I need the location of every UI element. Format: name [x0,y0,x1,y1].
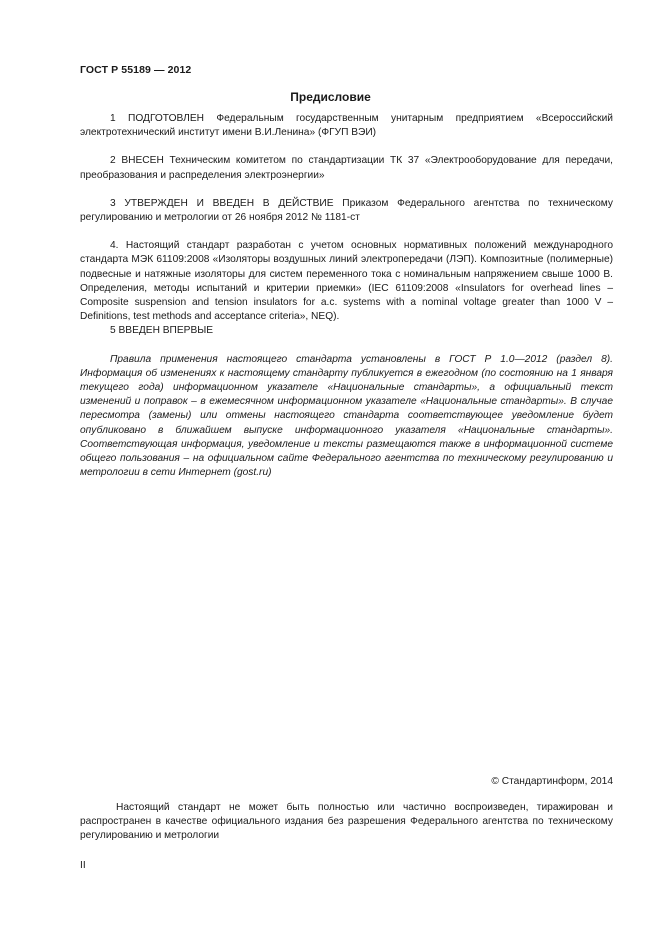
application-rules-paragraph: Правила применения настоящего стандарта установлены в ГОСТ Р 1.0—2012 (раздел 8). Информация об изменениях к настоящему стандарту публикуется в ежегодном (по состоянию на 1 января текущего года) информационном указателе «Национальные стандарты», а официальный текст изменений и поправок – в ежемесячном информационном указателе «Национальные стандарты». В случае пересмотра (замены) или отмены настоящего стандарта соответствующее уведомление будет опубликовано в ближайшем выпуске информационного указателя «Национальные стандарты». Соответствующая информация, уведомление и тексты размещаются также в информационной системе общего пользования – на официальном сайте Федерального агентства по техническому регулированию и метрологии в сети Интернет (gost.ru) [80,353,613,479]
standard-code-header: ГОСТ Р 55189 — 2012 [80,64,192,76]
preface-title: Предисловие [290,90,371,104]
preface-item-5: 5 ВВЕДЕН ВПЕРВЫЕ [110,325,214,337]
preface-item-1: 1 ПОДГОТОВЛЕН Федеральным государственным унитарным предприятием «Всероссийский электротехнический институт имени В.И.Ленина» (ФГУП ВЭИ) [80,113,613,139]
preface-item-2: 2 ВНЕСЕН Техническим комитетом по стандартизации ТК 37 «Электрооборудование для передачи, преобразования и распределения электроэнергии» [80,155,613,181]
copyright-notice: © Стандартинформ, 2014 [491,776,613,787]
preface-item-3: 3 УТВЕРЖДЕН И ВВЕДЕН В ДЕЙСТВИЕ Приказом Федерального агентства по техническому регулированию и метрологии от 26 ноября 2012 № 1181-ст [80,197,613,224]
preface-item-4: 4. Настоящий стандарт разработан с учетом основных нормативных положений международного стандарта МЭК 61109:2008 «Изоляторы воздушных линий электропередачи (ЛЭП). Композитные (полимерные) подвесные и натяжные изоляторы для систем переменного тока с номинальным напряжением свыше 1000 В. Определения, методы испытаний и критерии приемки» (IEC 61109:2008 «Insulators for overhead lines – Composite suspension and tension insulators for a.c. systems with a nominal voltage greater than 1000 V – Definitions, test methods and acceptance criteria», NEQ). [80,240,613,323]
page-number: II [80,860,86,871]
reproduction-notice: Настоящий стандарт не может быть полностью или частично воспроизведен, тиражирован и распространен в качестве официального издания без разрешения Федерального агентства по техническому регулированию и метрологии [80,802,613,842]
preface-body [80,112,613,480]
